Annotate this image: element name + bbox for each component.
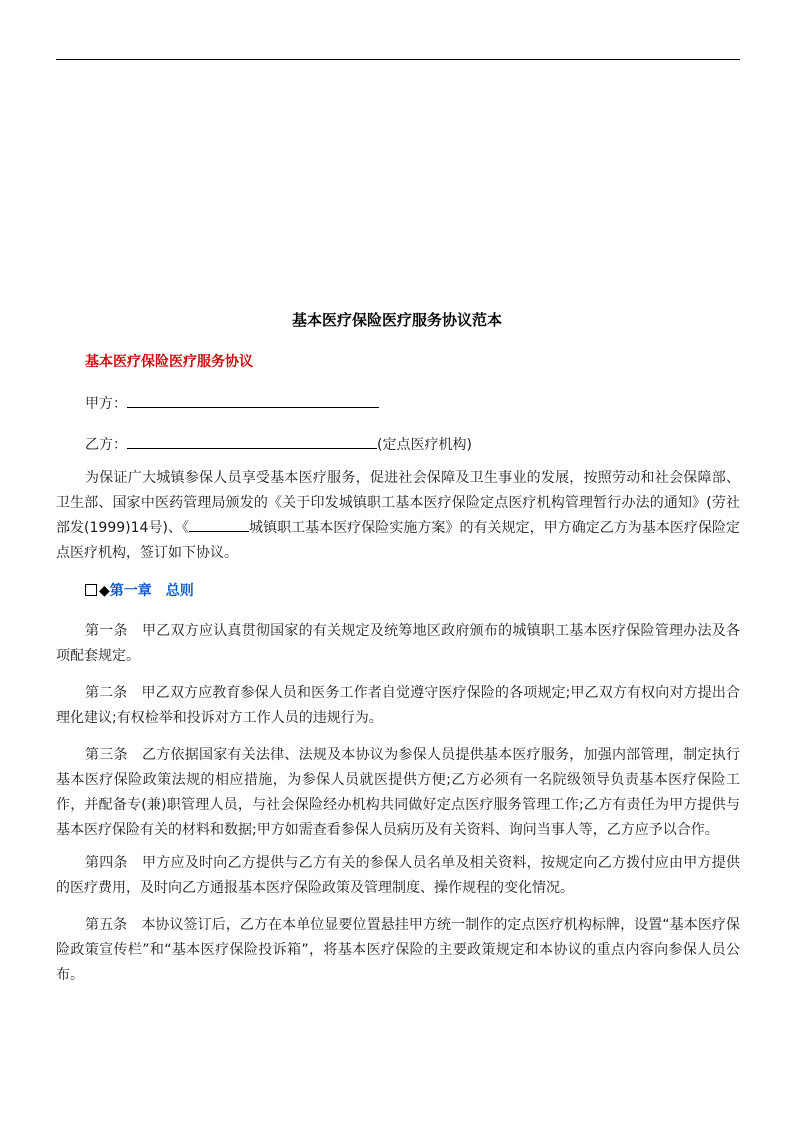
- region-blank: [189, 516, 249, 532]
- article-5: 第五条 本协议签订后，乙方在本单位显要位置悬挂甲方统一制作的定点医疗机构标牌，设置“基本医疗保险政策宣传栏”和“基本医疗保险投诉箱”，将基本医疗保险的主要政策规定和本协议的重点内容向参保人员公布。: [56, 917, 740, 983]
- chapter-heading: [85, 580, 194, 602]
- party-a-line: [85, 392, 379, 415]
- intro-paragraph: [56, 466, 740, 566]
- party-a-blank: [127, 392, 379, 408]
- party-a-label: 甲方：: [85, 396, 127, 412]
- party-b-suffix: (定点医疗机构): [377, 437, 472, 453]
- intro-text-2: 城镇职工基本医疗保险实施方案》的有关规定，甲方确定乙方为基本医疗保险定点医疗机构，签订如下协议。: [56, 520, 740, 561]
- checkbox-square-icon: [85, 584, 97, 596]
- agreement-heading: 基本医疗保险医疗服务协议: [85, 354, 253, 370]
- intro-text-1: 为保证广大城镇参保人员享受基本医疗服务，促进社会保障及卫生事业的发展，按照劳动和社会保障部、卫生部、国家中医药管理局颁发的《关于印发城镇职工基本医疗保险定点医疗机构管理暂行办法的通知》(劳社部发(1999)14号)、《: [56, 470, 740, 536]
- header-rule: [56, 59, 740, 60]
- party-b-blank: [127, 433, 377, 449]
- article-3: 第三条 乙方依据国家有关法律、法规及本协议为参保人员提供基本医疗服务，加强内部管理，制定执行基本医疗保险政策法规的相应措施，为参保人员就医提供方便;乙方必须有一名院级领导负责基本医疗保险工作，并配备专(兼)职管理人员，与社会保险经办机构共同做好定点医疗服务管理工作;乙方有责任为甲方提供与基本医疗保险有关的材料和数据;甲方如需查看参保人员病历及有关资料、询问当事人等，乙方应予以合作。: [56, 747, 740, 838]
- article-2: 第二条 甲乙双方应教育参保人员和医务工作者自觉遵守医疗保险的各项规定;甲乙双方有权向对方提出合理化建议;有权检举和投诉对方工作人员的违规行为。: [56, 685, 740, 726]
- party-b-label: 乙方：: [85, 437, 127, 453]
- document-title: 基本医疗保险医疗服务协议范本: [291, 311, 502, 329]
- diamond-icon: ◆: [99, 583, 110, 599]
- article-4: 第四条 甲方应及时向乙方提供与乙方有关的参保人员名单及相关资料，按规定向乙方拨付应由甲方提供的医疗费用，及时向乙方通报基本医疗保险政策及管理制度、操作规程的变化情况。: [56, 855, 740, 896]
- article-1: 第一条 甲乙双方应认真贯彻国家的有关规定及统筹地区政府颁布的城镇职工基本医疗保险管理办法及各项配套规定。: [56, 623, 740, 664]
- chapter-title: 第一章 总则: [109, 583, 194, 599]
- party-b-line: [85, 433, 472, 456]
